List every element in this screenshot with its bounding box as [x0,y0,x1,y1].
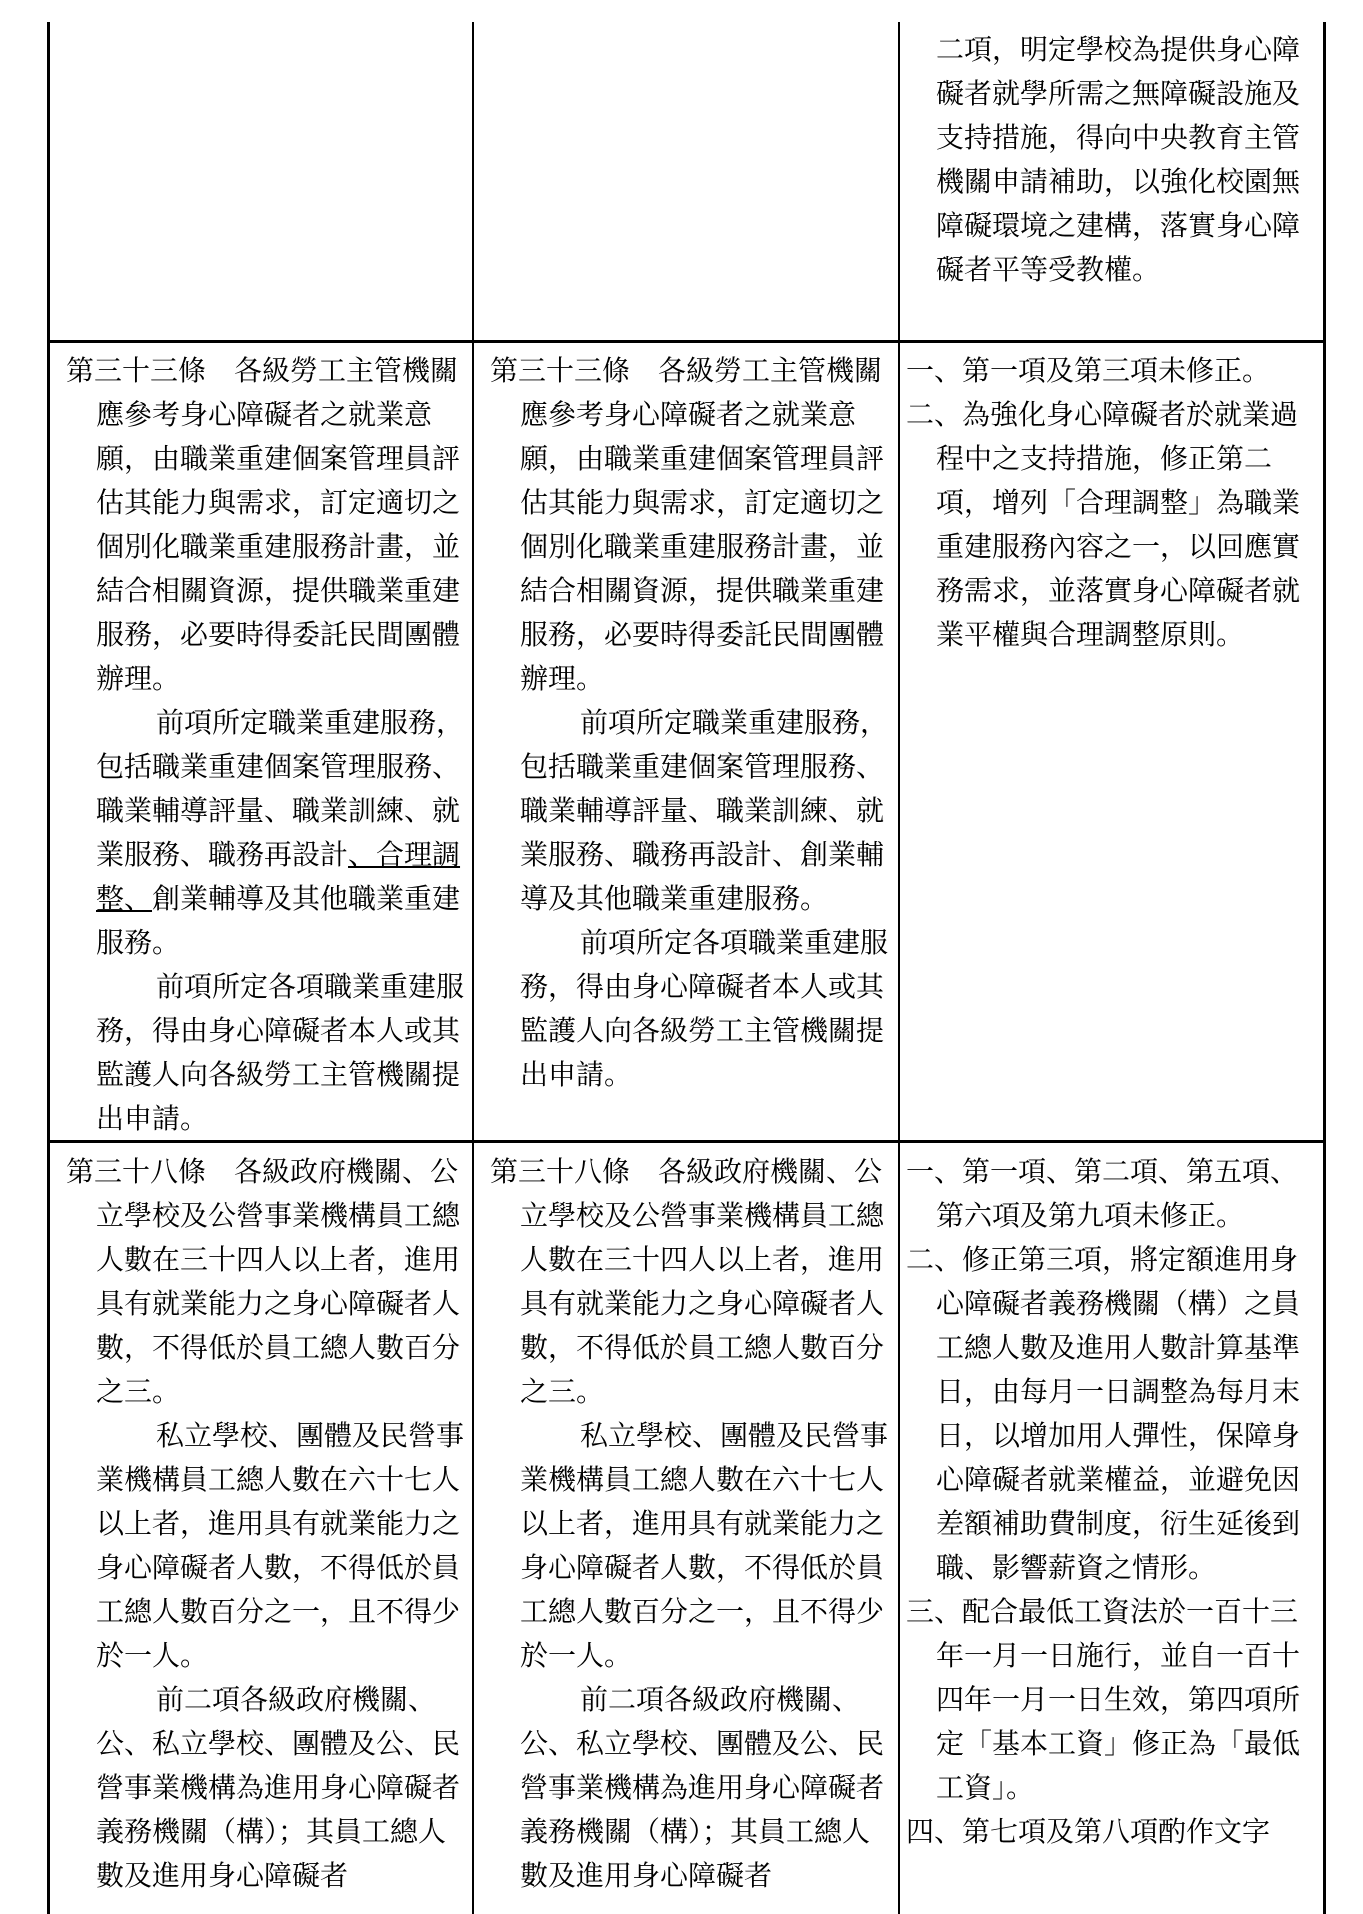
article33-amended-p2-before: 前項所定職業重建服務，包括職業重建個案管理服務、職業輔導評量、職業訓練、就業服務、職務再設計 [96,706,465,871]
continuation-current-cell [474,22,898,340]
article33-current-p3: 前項所定各項職業重建服務，得由身心障礙者本人或其監護人向各級勞工主管機關提出申請。 [520,926,889,1091]
row-divider-1 [47,340,1326,343]
article38-amended-p2: 私立學校、團體及民營事業機構員工總人數在六十七人以上者，進用具有就業能力之身心障礙者人數，不得低於員工總人數百分之一，且不得少於一人。 [96,1419,465,1672]
article33-explanation-item-2: 二、為強化身心障礙者於就業過程中之支持措施，修正第二項，增列「合理調整」為職業重建服務內容之一，以回應實務需求，並落實身心障礙者就業平權與合理調整原則。 [906,398,1301,651]
article38-explanation-item-4: 四、第七項及第八項酌作文字 [906,1815,1271,1848]
article38-current-p1: 第三十八條 各級政府機關、公立學校及公營事業機構員工總人數在三十四人以上者，進用具有就業能力之身心障礙者人數，不得低於員工總人數百分之三。 [490,1155,885,1408]
article38-explanation-item-3: 三、配合最低工資法於一百十三年一月一日施行，並自一百十四年一月一日生效，第四項所定「基本工資」修正為「最低工資」。 [906,1595,1301,1804]
article38-current-cell [490,1150,890,1914]
article38-explanation-item-1: 一、第一項、第二項、第五項、第六項及第九項未修正。 [906,1155,1299,1232]
column-divider-2 [898,22,900,1914]
article33-amended-inserted-text: 、合理調整、 [96,838,461,915]
article33-current-cell [490,349,890,1139]
continuation-explanation-cell [936,28,1306,340]
article33-current-p2: 前項所定職業重建服務，包括職業重建個案管理服務、職業輔導評量、職業訓練、就業服務、職務再設計、創業輔導及其他職業重建服務。 [520,706,889,915]
article33-amended-p1: 第三十三條 各級勞工主管機關應參考身心障礙者之就業意願，由職業重建個案管理員評估其能力與需求，訂定適切之個別化職業重建服務計畫，並結合相關資源，提供職業重建服務，必要時得委託民間團體辦理。 [66,354,461,695]
article33-amended-p2-after: 創業輔導及其他職業重建服務。 [96,882,461,959]
article33-amended-p2 [66,701,466,965]
article38-explanation-item-2: 二、修正第三項，將定額進用身心障礙者義務機關（構）之員工總人數及進用人數計算基準日，由每月一日調整為每月末日，以增加用人彈性，保障身心障礙者就業權益，並避免因差額補助費制度，衍生延後到職、影響薪資之情形。 [906,1243,1301,1584]
article38-current-p2: 私立學校、團體及民營事業機構員工總人數在六十七人以上者，進用具有就業能力之身心障礙者人數，不得低於員工總人數百分之一，且不得少於一人。 [520,1419,889,1672]
comparison-table [47,22,1326,1914]
article33-explanation-cell [906,349,1316,1139]
article33-current-p1: 第三十三條 各級勞工主管機關應參考身心障礙者之就業意願，由職業重建個案管理員評估其能力與需求，訂定適切之個別化職業重建服務計畫，並結合相關資源，提供職業重建服務，必要時得委託民間團體辦理。 [490,354,885,695]
article33-amended-cell [66,349,466,1139]
continuation-amended-cell [50,22,472,340]
article38-amended-p1: 第三十八條 各級政府機關、公立學校及公營事業機構員工總人數在三十四人以上者，進用具有就業能力之身心障礙者人數，不得低於員工總人數百分之三。 [66,1155,461,1408]
article33-explanation-item-1: 一、第一項及第三項未修正。 [906,354,1271,387]
article33-amended-p3: 前項所定各項職業重建服務，得由身心障礙者本人或其監護人向各級勞工主管機關提出申請。 [96,970,465,1135]
table-border-right [1323,22,1326,1914]
article38-amended-cell [66,1150,466,1914]
explanation-text: 二項，明定學校為提供身心障礙者就學所需之無障礙設施及支持措施，得向中央教育主管機關申請補助，以強化校園無障礙環境之建構，落實身心障礙者平等受教權。 [936,33,1301,286]
article38-explanation-cell [906,1150,1316,1914]
article38-amended-p3: 前二項各級政府機關、公、私立學校、團體及公、民營事業機構為進用身心障礙者義務機關（構）；其員工總人數及進用身心障礙者 [96,1683,461,1892]
article38-current-p3: 前二項各級政府機關、公、私立學校、團體及公、民營事業機構為進用身心障礙者義務機關（構）；其員工總人數及進用身心障礙者 [520,1683,885,1892]
